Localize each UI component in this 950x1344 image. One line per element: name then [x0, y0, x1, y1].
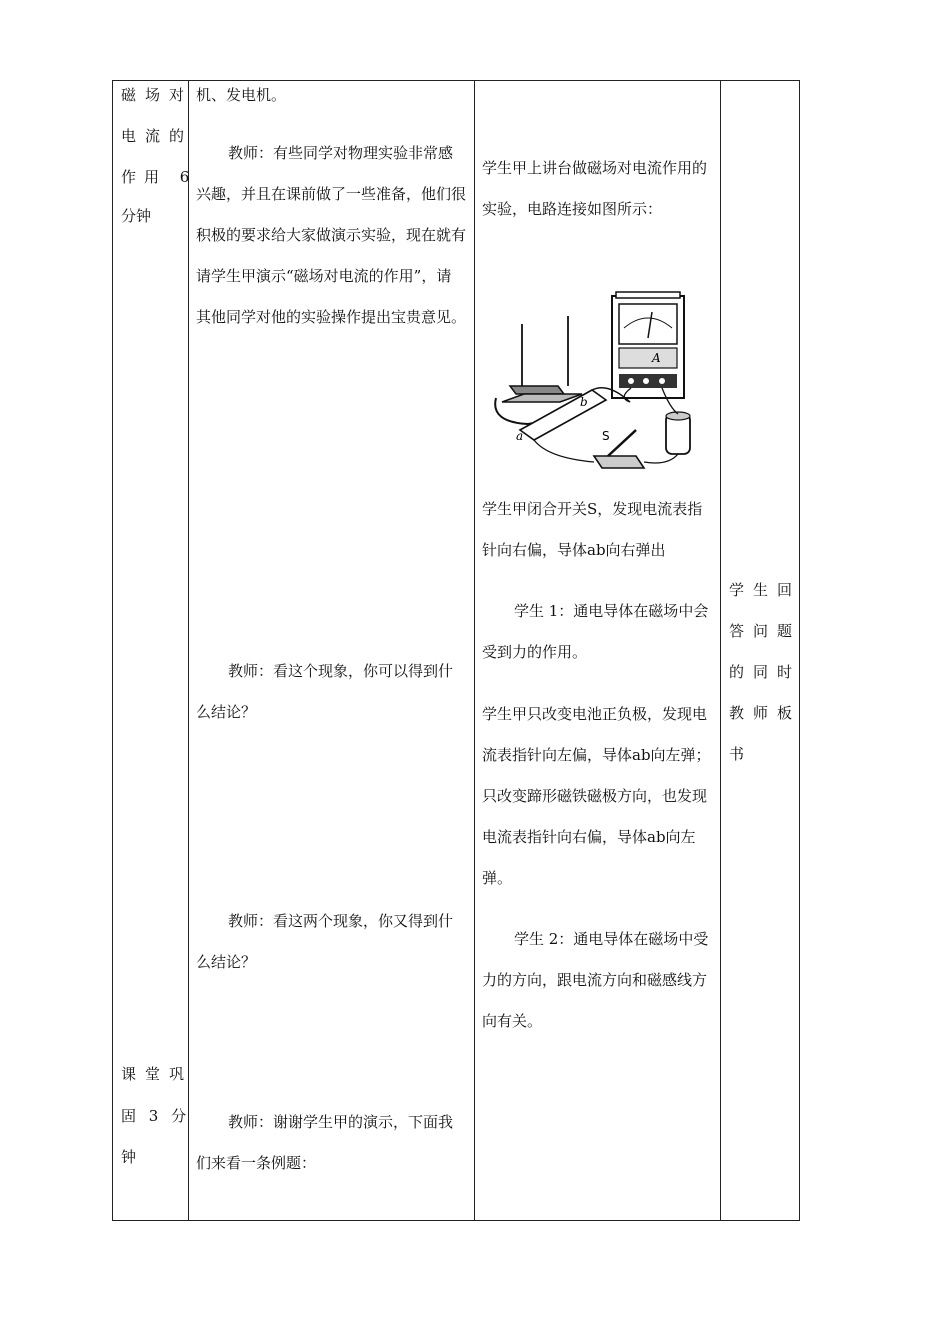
svg-text:S: S [602, 429, 610, 443]
student-paragraph: 学生 2：通电导体在磁场中受力的方向，跟电流方向和磁感线方向有关。 [482, 930, 709, 1030]
stage-line: 电流的 [121, 127, 194, 145]
circuit-experiment-figure [488, 290, 703, 485]
battery-icon [666, 412, 690, 454]
student-paragraph: 学生甲上讲台做磁场对电流作用的实验，电路连接如图所示： [482, 159, 708, 218]
notes-line: 答问题 [729, 622, 802, 640]
svg-text:a: a [516, 429, 524, 443]
svg-text:A: A [652, 351, 661, 365]
ammeter-icon [612, 292, 684, 398]
column-divider [474, 81, 475, 1220]
stage-line: 课堂巩 [121, 1065, 194, 1083]
stage-line: 作用 6 [121, 168, 198, 186]
teacher-paragraph: 教师：有些同学对物理实验非常感兴趣，并且在课前做了一些准备，他们很积极的要求给大家做演示实验，现在就有请学生甲演示“磁场对电流的作用”，请其他同学对他的实验操作提出宝贵意见。 [196, 144, 467, 326]
teacher-paragraph: 机、发电机。 [196, 86, 287, 104]
teacher-paragraph: 教师：看这个现象，你可以得到什么结论？ [196, 662, 454, 721]
teacher-paragraph: 教师：谢谢学生甲的演示，下面我们来看一条例题： [196, 1113, 454, 1172]
stage-line: 钟 [121, 1148, 137, 1166]
student-paragraph: 学生 1：通电导体在磁场中会受到力的作用。 [482, 602, 709, 661]
stage-line: 固 3 分 [121, 1107, 191, 1125]
notes-line: 教师板 [729, 704, 802, 722]
notes-line: 学生回 [729, 581, 802, 599]
stage-line: 磁场对 [121, 86, 194, 104]
notes-line: 的同时 [729, 663, 802, 681]
stand-icon [522, 316, 568, 390]
switch-icon [594, 429, 644, 468]
student-paragraph: 学生甲只改变电池正负极，发现电流表指针向左偏，导体ab向左弹；只改变蹄形磁铁磁极方向，也发现电流表指针向右偏，导体ab向左弹。 [482, 705, 711, 887]
teacher-paragraph: 教师：看这两个现象，你又得到什么结论？ [196, 912, 454, 971]
student-paragraph: 学生甲闭合开关S，发现电流表指针向右偏，导体ab向右弹出 [482, 500, 703, 559]
stage-line: 分钟 [121, 207, 152, 225]
svg-text:b: b [580, 395, 588, 409]
notes-line: 书 [729, 745, 745, 763]
column-divider [720, 81, 721, 1220]
column-divider [188, 81, 189, 1220]
